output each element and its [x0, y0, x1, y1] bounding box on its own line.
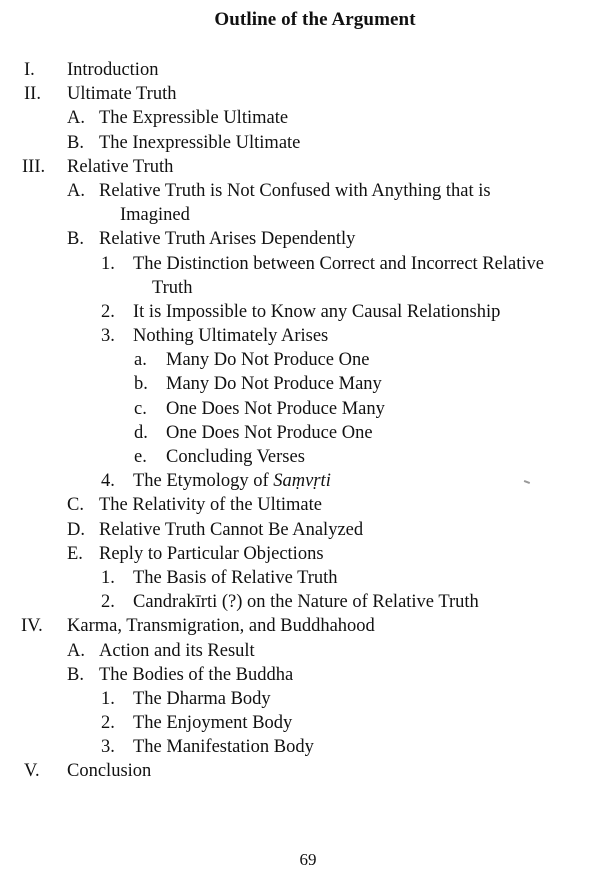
outline-item-karma [0, 614, 600, 638]
outline-number: 1. [101, 567, 115, 588]
outline-number: IV. [21, 616, 43, 637]
outline-text: The Expressible Ultimate [99, 108, 289, 129]
outline-number: B. [67, 229, 84, 250]
outline-text: Candrakīrti (?) on the Nature of Relative Truth [133, 592, 479, 613]
outline-text: The Bodies of the Buddha [99, 664, 294, 685]
outline-item-basis-relative-truth [0, 566, 600, 590]
outline-item-not-confused [0, 179, 600, 227]
outline-text: Many Do Not Produce One [166, 350, 370, 371]
outline-number: A. [67, 640, 85, 661]
outline-item-relativity-ultimate [0, 493, 600, 517]
outline-text: It is Impossible to Know any Causal Relationship [133, 301, 501, 322]
sanskrit-term: Saṃvṛti [273, 471, 331, 492]
outline-text: The Enjoyment Body [133, 713, 293, 734]
outline-item-dharma-body [0, 687, 600, 711]
outline-number: B. [67, 664, 84, 685]
outline-list [0, 58, 600, 784]
outline-item-candrakirti [0, 590, 600, 614]
outline-item-enjoyment-body [0, 711, 600, 735]
outline-text: The Etymology of [133, 471, 269, 492]
outline-number: 2. [101, 592, 115, 613]
outline-item-many-one [0, 348, 600, 372]
outline-number: III. [22, 156, 46, 177]
page-title: Outline of the Argument [214, 9, 416, 30]
outline-item-bodies-buddha [0, 663, 600, 687]
outline-text-wrapper [133, 469, 331, 493]
outline-number: II. [24, 84, 41, 105]
outline-number: B. [67, 132, 84, 153]
outline-item-expressible-ultimate [0, 106, 600, 130]
outline-text-continued: Truth [152, 277, 193, 298]
outline-text: The Inexpressible Ultimate [99, 132, 301, 153]
outline-number: e. [134, 447, 147, 468]
outline-text: Introduction [67, 60, 159, 80]
outline-number: V. [24, 761, 40, 782]
outline-item-cannot-be-analyzed [0, 518, 600, 542]
outline-text: Action and its Result [99, 640, 255, 661]
outline-text: Ultimate Truth [67, 84, 177, 105]
outline-item-many-many [0, 372, 600, 396]
outline-item-action-result [0, 639, 600, 663]
outline-text: Concluding Verses [166, 447, 305, 468]
outline-number: I. [24, 60, 35, 80]
outline-text: Many Do Not Produce Many [166, 374, 382, 395]
outline-item-manifestation-body [0, 735, 600, 759]
outline-number: E. [67, 543, 83, 564]
outline-text: Karma, Transmigration, and Buddhahood [67, 616, 375, 637]
outline-item-one-many [0, 397, 600, 421]
outline-text: Relative Truth Cannot Be Analyzed [99, 519, 364, 540]
outline-number: 1. [101, 253, 115, 274]
outline-text: Conclusion [67, 761, 152, 782]
outline-item-etymology [0, 469, 600, 493]
outline-text: The Basis of Relative Truth [133, 567, 338, 588]
outline-item-correct-incorrect [0, 252, 600, 300]
outline-number: b. [134, 374, 148, 395]
outline-number: d. [134, 422, 148, 443]
outline-number: c. [134, 398, 147, 419]
outline-number: 3. [101, 326, 115, 347]
outline-item-concluding-verses [0, 445, 600, 469]
outline-item-ultimate-truth [0, 82, 600, 106]
outline-text: Reply to Particular Objections [99, 543, 324, 564]
outline-text: The Distinction between Correct and Incorrect Relative [133, 253, 544, 274]
outline-number: 4. [101, 471, 115, 492]
outline-number: A. [67, 180, 85, 201]
page-number: 69 [299, 850, 317, 869]
outline-item-one-one [0, 421, 600, 445]
outline-text: Nothing Ultimately Arises [133, 326, 329, 347]
outline-item-conclusion [0, 759, 600, 783]
outline-number: 3. [101, 737, 115, 758]
outline-text: The Dharma Body [133, 688, 271, 709]
outline-text: One Does Not Produce Many [166, 398, 385, 419]
outline-item-arises-dependently [0, 227, 600, 251]
outline-text-continued: Imagined [120, 205, 190, 226]
outline-number: A. [67, 108, 85, 129]
outline-number: C. [67, 495, 84, 516]
outline-item-introduction [0, 58, 600, 82]
outline-text: Relative Truth Arises Dependently [99, 229, 356, 250]
outline-text: The Relativity of the Ultimate [99, 495, 322, 516]
outline-text: One Does Not Produce One [166, 422, 373, 443]
outline-text: Relative Truth [67, 156, 174, 177]
outline-number: 2. [101, 713, 115, 734]
outline-number: 1. [101, 688, 115, 709]
outline-number: 2. [101, 301, 115, 322]
outline-item-reply-objections [0, 542, 600, 566]
outline-item-relative-truth [0, 155, 600, 179]
outline-text: Relative Truth is Not Confused with Anything that is [99, 180, 491, 201]
outline-number: a. [134, 350, 147, 371]
outline-item-nothing-arises [0, 324, 600, 348]
outline-text: The Manifestation Body [133, 737, 314, 758]
outline-number: D. [67, 519, 85, 540]
outline-item-causal-relationship [0, 300, 600, 324]
outline-item-inexpressible-ultimate [0, 131, 600, 155]
